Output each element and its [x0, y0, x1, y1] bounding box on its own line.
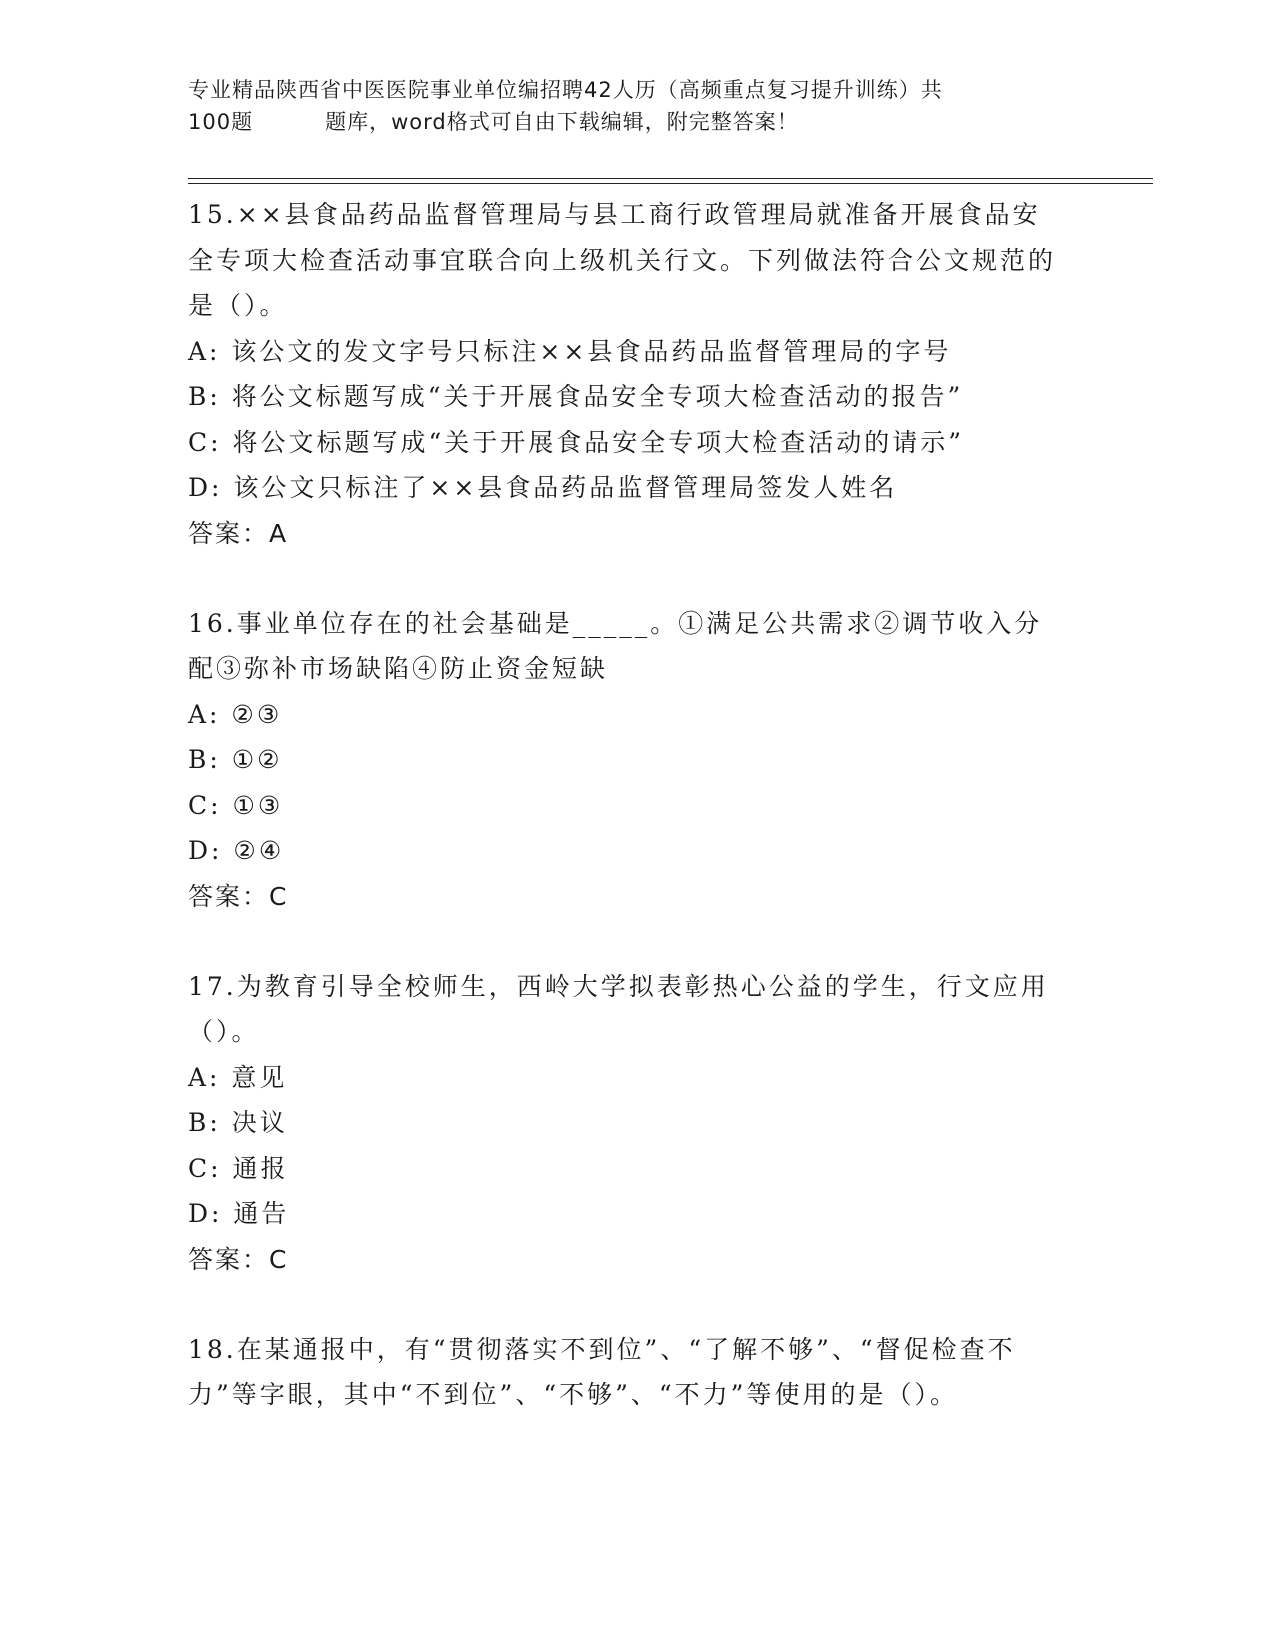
question-15	[188, 192, 1068, 557]
question-18	[188, 1327, 1068, 1418]
option-a: A: ②③	[188, 699, 283, 729]
question-list	[188, 192, 1068, 1418]
option-d: D: 该公文只标注了××县食品药品监督管理局签发人姓名	[188, 473, 898, 502]
document-header	[188, 74, 1088, 138]
question-stem: 17.为教育引导全校师生，西岭大学拟表彰热心公益的学生，行文应用（）。	[188, 971, 1049, 1046]
question-stem: 15.××县食品药品监督管理局与县工商行政管理局就准备开展食品安全专项大检查活动事宜联合向上级机关行文。下列做法符合公文规范的是（）。	[188, 200, 1057, 320]
option-d: D: ②④	[188, 836, 285, 865]
option-d: D: 通告	[188, 1199, 290, 1228]
answer-label: 答案：C	[188, 1244, 289, 1274]
question-16	[188, 601, 1068, 920]
option-b: B: ①②	[188, 745, 283, 774]
question-stem: 18.在某通报中，有“贯彻落实不到位”、“了解不够”、“督促检查不力”等字眼，其中“不到位”、“不够”、“不力”等使用的是（）。	[188, 1334, 1016, 1409]
option-a: A: 该公文的发文字号只标注××县食品药品监督管理局的字号	[188, 336, 952, 366]
header-line-1: 专业精品陕西省中医医院事业单位编招聘42人历（高频重点复习提升训练）共	[188, 78, 943, 102]
header-divider-top	[188, 178, 1153, 179]
option-b: B: 将公文标题写成“关于开展食品安全专项大检查活动的报告”	[188, 382, 964, 411]
option-c: C: ①③	[188, 790, 284, 820]
option-b: B: 决议	[188, 1108, 288, 1137]
question-17	[188, 964, 1068, 1283]
header-description: 题库，word格式可自由下载编辑，附完整答案！	[325, 110, 799, 134]
header-line-2	[188, 106, 1088, 138]
header-question-count: 100题	[188, 110, 254, 134]
answer-label: 答案：A	[188, 518, 289, 548]
answer-label: 答案：C	[188, 881, 289, 911]
option-c: C: 将公文标题写成“关于开展食品安全专项大检查活动的请示”	[188, 427, 965, 457]
question-stem: 16.事业单位存在的社会基础是_____。①满足公共需求②调节收入分配③弥补市场缺陷④防止资金短缺	[188, 608, 1043, 683]
option-c: C: 通报	[188, 1153, 289, 1183]
header-divider-bottom	[188, 183, 1153, 184]
option-a: A: 意见	[188, 1062, 288, 1092]
